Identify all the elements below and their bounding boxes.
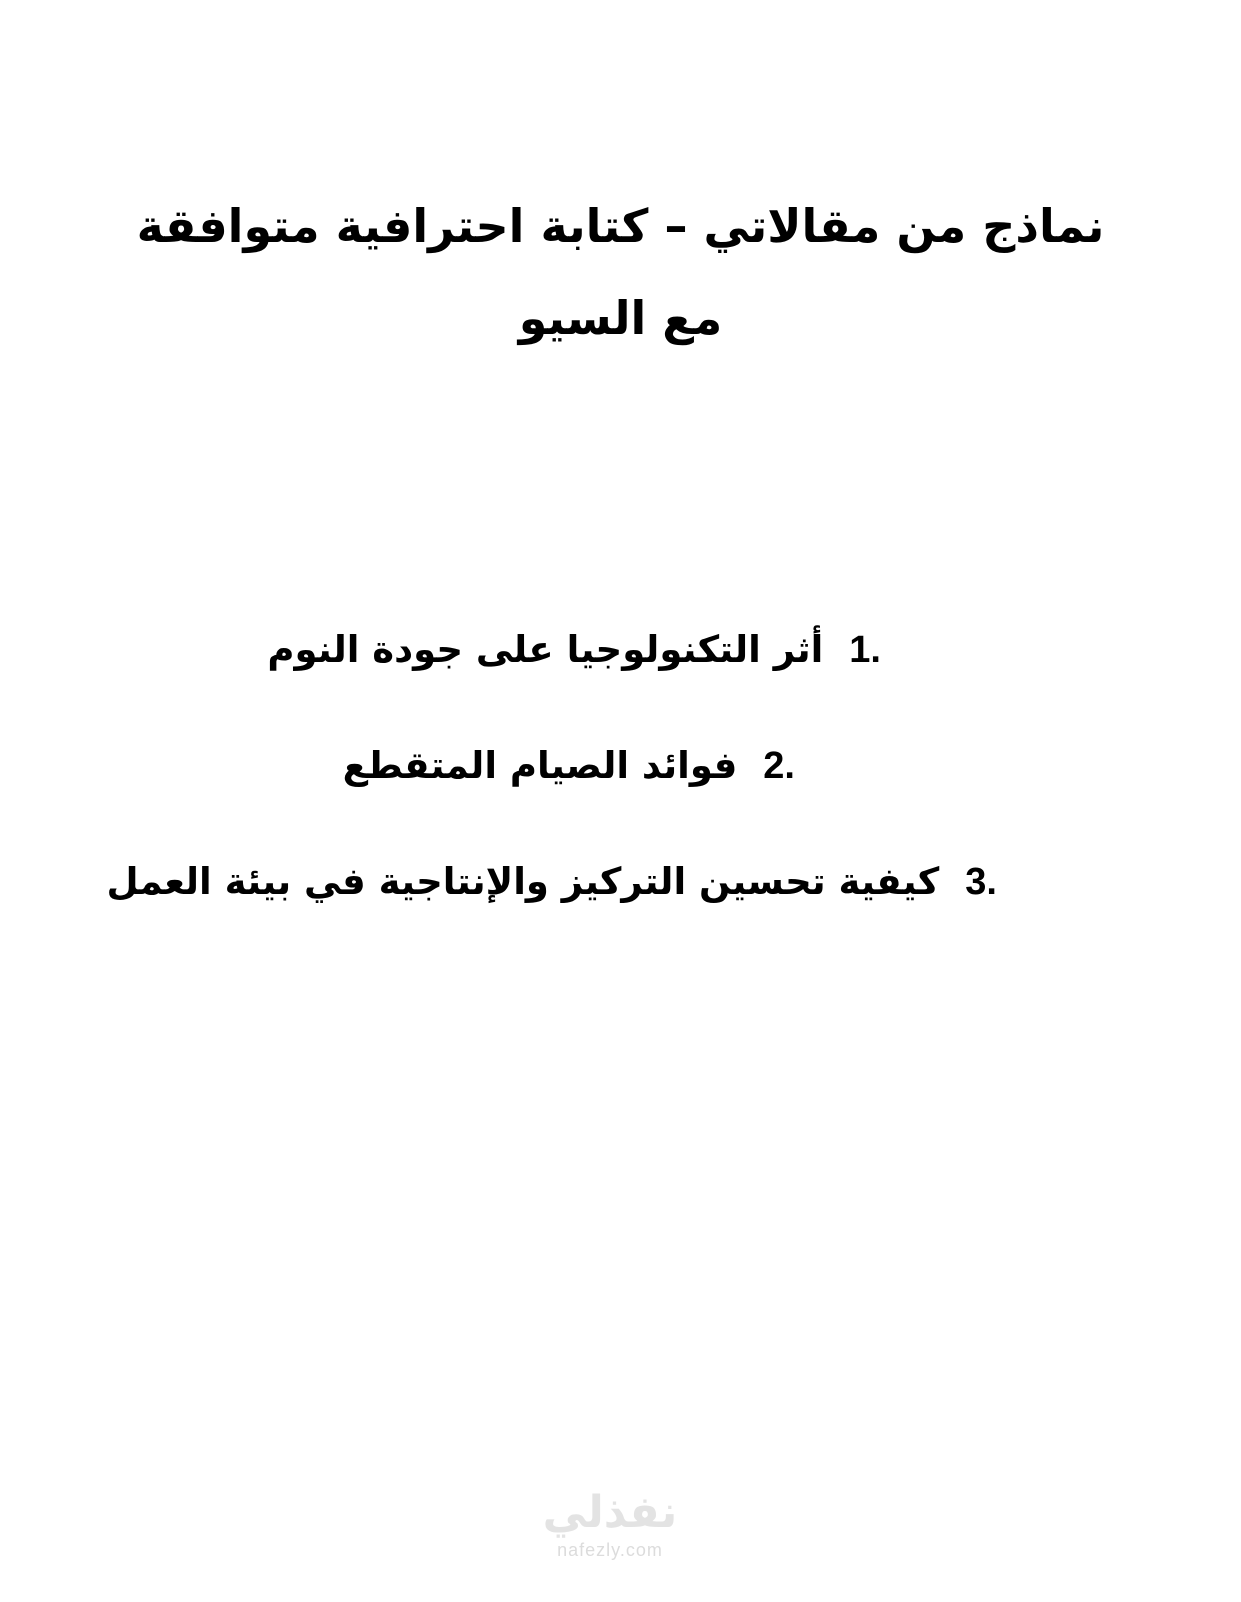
article-number: 2. <box>763 745 795 787</box>
article-item-1 <box>267 626 881 674</box>
document-title <box>120 180 1121 364</box>
watermark-url: nafezly.com <box>557 1540 663 1560</box>
document-title-line-1: نماذج من مقالاتي – كتابة احترافية متوافقة <box>136 199 1105 253</box>
watermark-logo: نفذلي <box>542 1487 678 1538</box>
document-title-line-2: مع السيو <box>518 291 723 345</box>
article-number: 3. <box>965 861 997 903</box>
article-title: أثر التكنولوجيا على جودة النوم <box>267 628 824 671</box>
article-number: 1. <box>849 629 881 671</box>
article-title: فوائد الصيام المتقطع <box>342 744 738 787</box>
article-item-2 <box>343 742 795 790</box>
article-item-3 <box>106 858 997 906</box>
article-title: كيفية تحسين التركيز والإنتاجية في بيئة العمل <box>106 860 940 903</box>
nafezly-watermark <box>530 1488 690 1561</box>
